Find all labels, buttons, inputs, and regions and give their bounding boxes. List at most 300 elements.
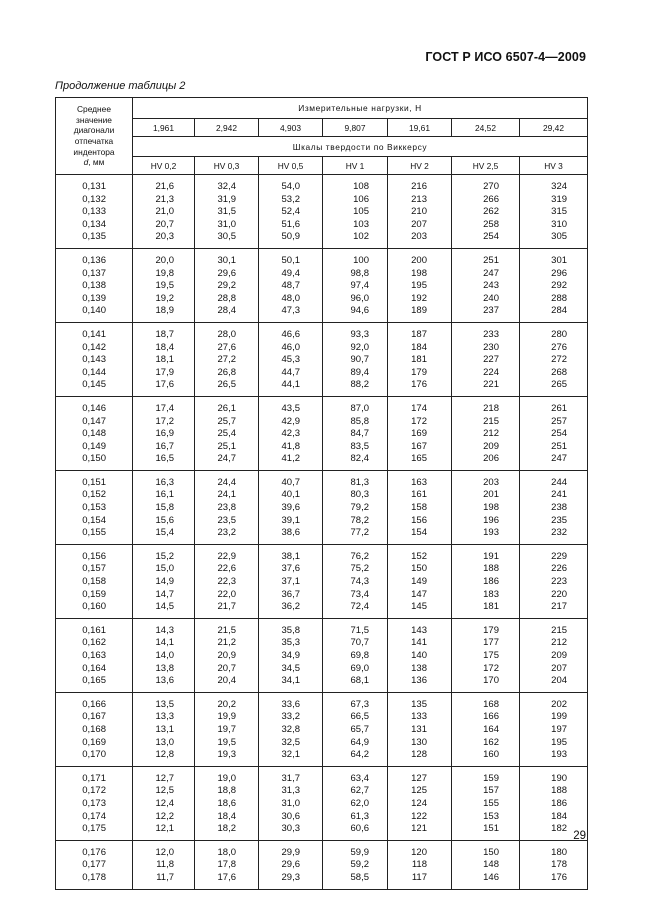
hardness-cell: 49,4 [259,268,323,281]
diagonal-cell: 0,148 [56,428,133,441]
hardness-cell: 270 [452,175,520,194]
hardness-cell: 13,3 [133,711,195,724]
table-row [56,711,588,724]
hardness-cell: 29,2 [195,280,259,293]
hardness-cell: 210 [388,206,452,219]
hardness-cell: 41,8 [259,441,323,454]
hardness-cell: 45,3 [259,354,323,367]
table-row [56,293,588,306]
hardness-cell: 64,2 [323,749,388,766]
hardness-cell: 28,0 [195,322,259,341]
hardness-cell: 15,4 [133,527,195,544]
hardness-cell: 23,2 [195,527,259,544]
hardness-cell: 13,6 [133,675,195,692]
hardness-cell: 21,6 [133,175,195,194]
hardness-cell: 19,5 [195,737,259,750]
hardness-cell: 29,6 [259,859,323,872]
hardness-cell: 206 [452,453,520,470]
hardness-cell: 36,7 [259,589,323,602]
hardness-cell: 193 [520,749,588,766]
diagonal-cell: 0,171 [56,766,133,785]
hardness-cell: 209 [452,441,520,454]
hardness-cell: 28,4 [195,305,259,322]
hardness-cell: 181 [388,354,452,367]
hardness-cell: 215 [520,618,588,637]
diagonal-cell: 0,153 [56,502,133,515]
diagonal-cell: 0,169 [56,737,133,750]
hardness-cell: 93,3 [323,322,388,341]
table-row [56,489,588,502]
document-code: ГОСТ Р ИСО 6507-4—2009 [425,50,586,64]
hardness-cell: 165 [388,453,452,470]
table-row [56,502,588,515]
hardness-cell: 21,0 [133,206,195,219]
hardness-cell: 73,4 [323,589,388,602]
hardness-cell: 32,8 [259,724,323,737]
hardness-cell: 106 [323,194,388,207]
table-row [56,650,588,663]
hardness-cell: 69,8 [323,650,388,663]
hardness-cell: 65,7 [323,724,388,737]
load-value: 9,807 [323,119,388,137]
hardness-cell: 213 [388,194,452,207]
hardness-cell: 240 [452,293,520,306]
hardness-cell: 199 [520,711,588,724]
diagonal-cell: 0,145 [56,379,133,396]
hardness-cell: 201 [452,489,520,502]
hardness-cell: 82,4 [323,453,388,470]
table-row [56,675,588,692]
diagonal-cell: 0,176 [56,840,133,859]
hardness-cell: 27,6 [195,342,259,355]
hardness-cell: 131 [388,724,452,737]
hardness-cell: 32,4 [195,175,259,194]
hardness-cell: 32,5 [259,737,323,750]
hardness-cell: 27,2 [195,354,259,367]
hardness-cell: 186 [520,798,588,811]
hardness-cell: 21,2 [195,637,259,650]
hardness-cell: 18,0 [195,840,259,859]
hardness-cell: 251 [452,248,520,267]
diagonal-cell: 0,177 [56,859,133,872]
hardness-cell: 79,2 [323,502,388,515]
hardness-cell: 227 [452,354,520,367]
page-number: 29 [573,830,586,842]
hardness-cell: 127 [388,766,452,785]
diagonal-cell: 0,134 [56,219,133,232]
hardness-cell: 29,3 [259,872,323,889]
hardness-cell: 71,5 [323,618,388,637]
hardness-cell: 147 [388,589,452,602]
hardness-cell: 18,2 [195,823,259,840]
hardness-cell: 247 [520,453,588,470]
hardness-cell: 167 [388,441,452,454]
hardness-cell: 13,0 [133,737,195,750]
hardness-cell: 146 [452,872,520,889]
row-group [56,470,588,544]
hardness-cell: 153 [452,811,520,824]
diagonal-cell: 0,158 [56,576,133,589]
hardness-cell: 17,6 [133,379,195,396]
hardness-cell: 31,3 [259,785,323,798]
hardness-cell: 118 [388,859,452,872]
table-row [56,428,588,441]
hardness-cell: 18,4 [195,811,259,824]
table-row [56,811,588,824]
hardness-cell: 42,9 [259,416,323,429]
diagonal-cell: 0,132 [56,194,133,207]
hardness-cell: 182 [520,823,588,840]
diagonal-cell: 0,155 [56,527,133,544]
table-row [56,737,588,750]
hardness-cell: 237 [452,305,520,322]
hardness-cell: 178 [520,859,588,872]
hardness-cell: 135 [388,692,452,711]
hardness-cell: 25,4 [195,428,259,441]
hardness-cell: 184 [520,811,588,824]
hardness-cell: 21,5 [195,618,259,637]
hardness-cell: 166 [452,711,520,724]
hardness-cell: 41,2 [259,453,323,470]
diagonal-cell: 0,133 [56,206,133,219]
hardness-cell: 198 [452,502,520,515]
hardness-cell: 19,7 [195,724,259,737]
hardness-cell: 288 [520,293,588,306]
hardness-cell: 133 [388,711,452,724]
hardness-cell: 195 [520,737,588,750]
diagonal-cell: 0,157 [56,563,133,576]
hardness-cell: 12,5 [133,785,195,798]
table-row [56,322,588,341]
table-row [56,305,588,322]
hardness-cell: 15,0 [133,563,195,576]
scale-label: HV 1 [323,157,388,175]
diagonal-cell: 0,131 [56,175,133,194]
hardness-cell: 35,8 [259,618,323,637]
hardness-cell: 59,9 [323,840,388,859]
hardness-cell: 186 [452,576,520,589]
hardness-cell: 152 [388,544,452,563]
hardness-cell: 181 [452,601,520,618]
scale-label: HV 0,5 [259,157,323,175]
table-row [56,416,588,429]
hardness-cell: 172 [388,416,452,429]
hardness-cell: 35,3 [259,637,323,650]
hardness-cell: 29,6 [195,268,259,281]
table-row [56,379,588,396]
hardness-cell: 20,3 [133,231,195,248]
hardness-cell: 180 [520,840,588,859]
hardness-cell: 150 [452,840,520,859]
hardness-cell: 63,4 [323,766,388,785]
hardness-cell: 14,3 [133,618,195,637]
table-row [56,724,588,737]
hardness-cell: 315 [520,206,588,219]
hardness-cell: 100 [323,248,388,267]
hardness-cell: 257 [520,416,588,429]
table-row [56,470,588,489]
hardness-cell: 154 [388,527,452,544]
hardness-cell: 20,4 [195,675,259,692]
hardness-cell: 30,3 [259,823,323,840]
hardness-cell: 50,1 [259,248,323,267]
hardness-cell: 136 [388,675,452,692]
hardness-cell: 15,8 [133,502,195,515]
hardness-cell: 20,7 [133,219,195,232]
hardness-cell: 90,7 [323,354,388,367]
hardness-cell: 26,8 [195,367,259,380]
hardness-cell: 59,2 [323,859,388,872]
hardness-cell: 18,6 [195,798,259,811]
hardness-cell: 62,7 [323,785,388,798]
diagonal-header-unit-line [56,157,132,168]
hardness-cell: 26,1 [195,396,259,415]
diagonal-cell: 0,159 [56,589,133,602]
load-value: 4,903 [259,119,323,137]
diagonal-cell: 0,147 [56,416,133,429]
hardness-cell: 177 [452,637,520,650]
hardness-cell: 224 [452,367,520,380]
table-row [56,175,588,194]
hardness-cell: 266 [452,194,520,207]
hardness-cell: 52,4 [259,206,323,219]
hardness-cell: 22,9 [195,544,259,563]
hardness-cell: 89,4 [323,367,388,380]
hardness-cell: 18,9 [133,305,195,322]
hardness-cell: 14,5 [133,601,195,618]
hardness-cell: 18,8 [195,785,259,798]
hardness-cell: 31,7 [259,766,323,785]
hardness-cell: 76,2 [323,544,388,563]
hardness-cell: 191 [452,544,520,563]
hardness-cell: 141 [388,637,452,650]
diagonal-unit: , мм [88,157,105,168]
row-group [56,840,588,889]
diagonal-header-line: диагонали [73,125,115,136]
hardness-cell: 22,0 [195,589,259,602]
hardness-cell: 121 [388,823,452,840]
hardness-cell: 75,2 [323,563,388,576]
hardness-cell: 54,0 [259,175,323,194]
hardness-cell: 53,2 [259,194,323,207]
hardness-cell: 92,0 [323,342,388,355]
hardness-cell: 262 [452,206,520,219]
table-row [56,601,588,618]
scale-label: HV 0,3 [195,157,259,175]
table-row [56,219,588,232]
diagonal-cell: 0,144 [56,367,133,380]
hardness-cell: 125 [388,785,452,798]
hardness-cell: 16,1 [133,489,195,502]
hardness-cell: 202 [520,692,588,711]
hardness-cell: 174 [388,396,452,415]
diagonal-cell: 0,142 [56,342,133,355]
hardness-cell: 162 [452,737,520,750]
hardness-cell: 36,2 [259,601,323,618]
hardness-cell: 23,5 [195,515,259,528]
hardness-cell: 47,3 [259,305,323,322]
table-row [56,798,588,811]
hardness-cell: 151 [452,823,520,840]
hardness-cell: 160 [452,749,520,766]
hardness-cell: 19,0 [195,766,259,785]
hardness-cell: 217 [520,601,588,618]
diagonal-column-header [56,98,133,175]
hardness-cell: 169 [388,428,452,441]
hardness-cell: 164 [452,724,520,737]
hardness-cell: 209 [520,650,588,663]
hardness-cell: 88,2 [323,379,388,396]
hardness-cell: 254 [520,428,588,441]
hardness-cell: 37,1 [259,576,323,589]
hardness-cell: 221 [452,379,520,396]
hardness-cell: 28,8 [195,293,259,306]
hardness-cell: 12,0 [133,840,195,859]
hardness-cell: 179 [388,367,452,380]
hardness-cell: 22,6 [195,563,259,576]
hardness-cell: 32,1 [259,749,323,766]
hardness-cell: 188 [520,785,588,798]
table-row [56,840,588,859]
diagonal-cell: 0,170 [56,749,133,766]
hardness-cell: 30,5 [195,231,259,248]
table-row [56,396,588,415]
row-group [56,618,588,692]
table-row [56,749,588,766]
row-group [56,544,588,618]
hardness-cell: 12,4 [133,798,195,811]
diagonal-cell: 0,140 [56,305,133,322]
hardness-cell: 235 [520,515,588,528]
hardness-cell: 223 [520,576,588,589]
hardness-cell: 247 [452,268,520,281]
hardness-cell: 17,9 [133,367,195,380]
diagonal-cell: 0,138 [56,280,133,293]
hardness-table [55,97,588,890]
hardness-cell: 296 [520,268,588,281]
scales-header: Шкалы твердости по Виккерсу [133,137,588,157]
hardness-cell: 34,5 [259,663,323,676]
hardness-cell: 105 [323,206,388,219]
hardness-cell: 130 [388,737,452,750]
hardness-cell: 12,7 [133,766,195,785]
diagonal-cell: 0,139 [56,293,133,306]
hardness-cell: 102 [323,231,388,248]
table-row [56,248,588,267]
hardness-cell: 46,6 [259,322,323,341]
hardness-cell: 30,6 [259,811,323,824]
hardness-cell: 12,1 [133,823,195,840]
row-group [56,322,588,396]
hardness-cell: 284 [520,305,588,322]
hardness-cell: 244 [520,470,588,489]
hardness-cell: 44,7 [259,367,323,380]
hardness-cell: 48,7 [259,280,323,293]
hardness-cell: 150 [388,563,452,576]
row-group [56,766,588,840]
row-group [56,692,588,766]
hardness-cell: 19,2 [133,293,195,306]
hardness-cell: 157 [452,785,520,798]
hardness-cell: 189 [388,305,452,322]
diagonal-cell: 0,154 [56,515,133,528]
hardness-cell: 20,7 [195,663,259,676]
diagonal-cell: 0,137 [56,268,133,281]
diagonal-cell: 0,146 [56,396,133,415]
hardness-cell: 16,3 [133,470,195,489]
hardness-cell: 251 [520,441,588,454]
hardness-cell: 17,6 [195,872,259,889]
hardness-cell: 183 [452,589,520,602]
hardness-cell: 12,8 [133,749,195,766]
hardness-cell: 37,6 [259,563,323,576]
hardness-cell: 301 [520,248,588,267]
scale-label: HV 3 [520,157,588,175]
table-row [56,589,588,602]
hardness-cell: 19,5 [133,280,195,293]
table-row [56,663,588,676]
table-row [56,692,588,711]
diagonal-header-line: Среднее [76,104,111,115]
hardness-cell: 81,3 [323,470,388,489]
row-group [56,248,588,322]
hardness-cell: 14,1 [133,637,195,650]
hardness-cell: 20,2 [195,692,259,711]
table-row [56,280,588,293]
hardness-cell: 117 [388,872,452,889]
hardness-cell: 138 [388,663,452,676]
hardness-cell: 18,7 [133,322,195,341]
hardness-cell: 176 [388,379,452,396]
hardness-cell: 94,6 [323,305,388,322]
table-row [56,544,588,563]
hardness-cell: 17,8 [195,859,259,872]
hardness-cell: 24,1 [195,489,259,502]
diagonal-cell: 0,164 [56,663,133,676]
diagonal-cell: 0,135 [56,231,133,248]
hardness-cell: 195 [388,280,452,293]
hardness-cell: 175 [452,650,520,663]
hardness-cell: 64,9 [323,737,388,750]
table-row [56,441,588,454]
hardness-cell: 229 [520,544,588,563]
hardness-cell: 145 [388,601,452,618]
hardness-cell: 40,7 [259,470,323,489]
hardness-cell: 84,7 [323,428,388,441]
row-group [56,175,588,249]
hardness-cell: 128 [388,749,452,766]
hardness-cell: 80,3 [323,489,388,502]
hardness-cell: 42,3 [259,428,323,441]
hardness-cell: 66,5 [323,711,388,724]
hardness-cell: 233 [452,322,520,341]
table-row [56,637,588,650]
diagonal-cell: 0,167 [56,711,133,724]
hardness-cell: 20,0 [133,248,195,267]
hardness-cell: 215 [452,416,520,429]
hardness-cell: 238 [520,502,588,515]
table-row [56,206,588,219]
hardness-cell: 18,4 [133,342,195,355]
hardness-cell: 243 [452,280,520,293]
hardness-cell: 58,5 [323,872,388,889]
hardness-cell: 265 [520,379,588,396]
hardness-cell: 17,2 [133,416,195,429]
hardness-cell: 38,1 [259,544,323,563]
table-row [56,872,588,889]
hardness-cell: 40,1 [259,489,323,502]
hardness-cell: 159 [452,766,520,785]
